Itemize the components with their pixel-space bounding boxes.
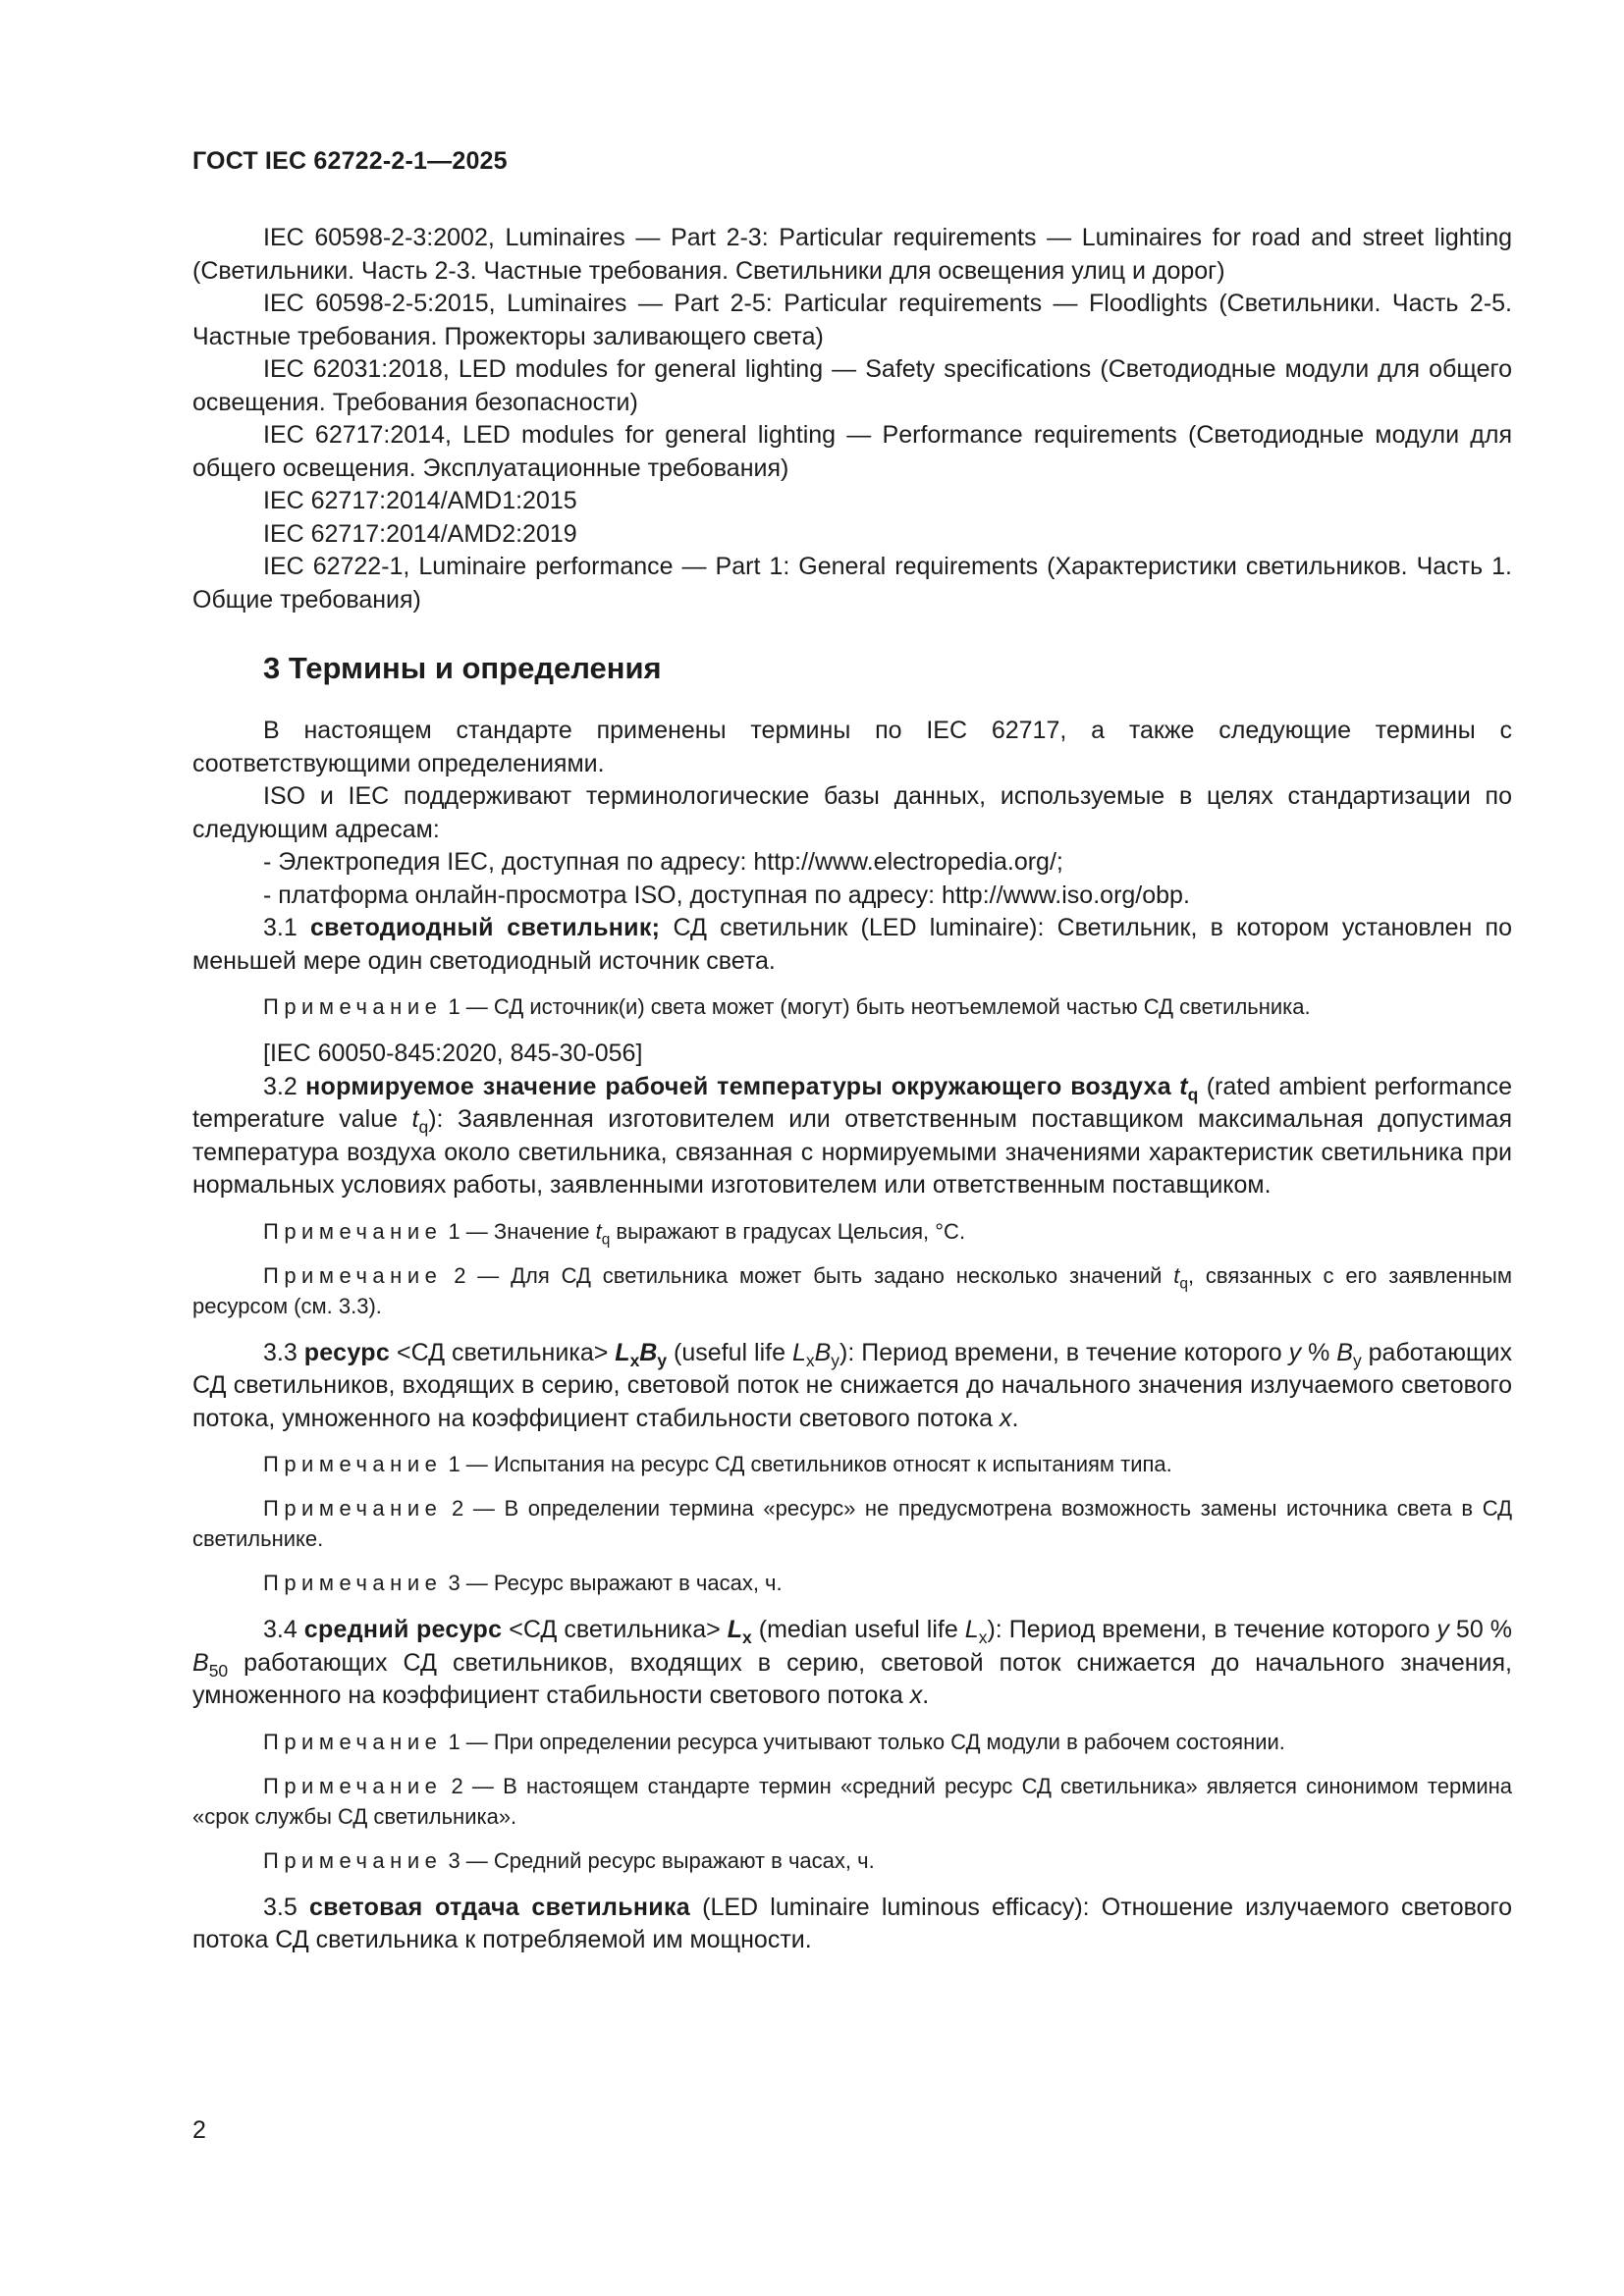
note-text: 1 — При определении ресурса учитывают только СД модули в рабочем состоянии. xyxy=(442,1729,1285,1754)
term-number: 3.5 xyxy=(263,1893,298,1921)
reference-item: IEC 62722-1, Luminaire performance — Part 1: General requirements (Характеристики светильников. Часть 1. Общие требования) xyxy=(192,553,1512,614)
symbol: $L_xB_y$ xyxy=(615,1338,668,1370)
reference-item: IEC 62717:2014/AMD2:2019 xyxy=(263,519,577,548)
symbol: B xyxy=(192,1648,209,1677)
term-title: светодиодный светильник; xyxy=(309,914,661,941)
symbol: y xyxy=(1436,1616,1449,1643)
note-prefix: Примечание xyxy=(263,1729,443,1754)
term-number: 3.1 xyxy=(263,914,298,941)
term-definition: работающих СД светильников, входящих в серию, световой поток снижается до начального значения, умноженного на коэффициент стабильности светового потока xyxy=(192,1648,1512,1709)
term-3-5 xyxy=(192,1892,1512,1957)
term-definition: (LED luminaire luminous efficacy): Отношение излучаемого светового потока СД светильника к потребляемой им мощности. xyxy=(192,1893,1512,1953)
note-text: 3 — Средний ресурс выражают в часах, ч. xyxy=(442,1847,875,1873)
note xyxy=(192,1771,1512,1832)
note-prefix: Примечание xyxy=(263,1773,443,1798)
term-definition: % xyxy=(1301,1338,1337,1366)
symbol-subscript: x xyxy=(978,1628,988,1648)
term-source: [IEC 60050-845:2020, 845-30-056] xyxy=(263,1040,643,1067)
term-definition: . xyxy=(922,1682,930,1709)
symbol: t xyxy=(411,1105,419,1133)
term-3-4 xyxy=(192,1614,1512,1713)
reference-item: IEC 62031:2018, LED modules for general lighting — Safety specifications (Светодиодные модули для общего освещения. Требования безопасности) xyxy=(192,355,1512,416)
term-context: <СД светильника> xyxy=(390,1338,616,1366)
symbol-subscript: y xyxy=(831,1350,840,1370)
reference-item: IEC 62717:2014, LED modules for general lighting — Performance requirements (Светодиодные модули для общего освещения. Эксплуатационные требования) xyxy=(192,421,1512,482)
page-number: 2 xyxy=(192,2116,206,2144)
list-item: - платформа онлайн-просмотра ISO, доступная по адресу: http://www.iso.org/obp. xyxy=(263,881,1190,909)
term-3-1 xyxy=(192,912,1512,978)
term-definition: . xyxy=(1011,1404,1019,1432)
section-heading: 3 Термины и определения xyxy=(263,651,662,685)
term-3-2 xyxy=(192,1071,1512,1202)
symbol: L xyxy=(964,1616,979,1643)
term-definition: ): Период времени, в течение которого xyxy=(839,1338,1289,1366)
note-prefix: Примечание xyxy=(263,1847,443,1873)
term-en: (useful life xyxy=(667,1338,792,1366)
section-intro: В настоящем стандарте применены термины по IEC 62717, а также следующие термины с соответствующими определениями. xyxy=(192,717,1512,777)
note-text: 1 — Значение xyxy=(442,1218,596,1244)
note-text: , связанных с его заявленным ресурсом (см. 3.3). xyxy=(192,1262,1512,1318)
term-definition: работающих СД светильников, входящих в серию, световой поток не снижается до начального значения излучаемого светового потока, умноженного на коэффициент стабильности светового потока xyxy=(192,1338,1512,1432)
note-prefix: Примечание xyxy=(263,1571,443,1595)
term-definition: ): Заявленная изготовителем или ответственным поставщиком максимальная допустимая температура воздуха около светильника, связанная с нормируемыми значениями характеристик светильника при нормальных условиях работы, заявленными изготовителем или ответственным поставщиком. xyxy=(192,1105,1512,1199)
note xyxy=(192,1260,1512,1321)
reference-item: IEC 60598-2-5:2015, Luminaires — Part 2-5: Particular requirements — Floodlights (Светильники. Часть 2-5. Частные требования. Прожекторы заливающего света) xyxy=(192,290,1512,350)
symbol: y xyxy=(1288,1338,1302,1366)
note xyxy=(192,991,1512,1022)
note-prefix: Примечание xyxy=(263,1262,443,1288)
term-title: ресурс xyxy=(303,1338,391,1366)
symbol-subscript: q xyxy=(601,1230,611,1248)
note-prefix: Примечание xyxy=(263,994,443,1019)
symbol: x xyxy=(909,1682,923,1709)
term-en: (rated ambient performance temperature value xyxy=(192,1072,1513,1133)
note xyxy=(192,1845,1512,1876)
note-prefix: Примечание xyxy=(263,1496,443,1521)
term-definition: 50 % xyxy=(1448,1616,1512,1643)
note-prefix: Примечание xyxy=(263,1218,443,1244)
symbol: B xyxy=(1336,1338,1353,1366)
reference-item: IEC 62717:2014/AMD1:2015 xyxy=(263,487,577,514)
note-text: 2 — В настоящем стандарте термин «средний ресурс СД светильника» является синонимом термина «срок службы СД светильника». xyxy=(192,1773,1512,1829)
note-text: выражают в градусах Цельсия, °С. xyxy=(610,1218,966,1244)
term-number: 3.4 xyxy=(263,1616,298,1643)
note-prefix: Примечание xyxy=(263,1452,443,1476)
section-intro: ISO и IEC поддерживают терминологические базы данных, используемые в целях стандартизации по следующим адресам: xyxy=(192,782,1512,843)
symbol: B xyxy=(814,1338,832,1366)
term-title: световая отдача светильника xyxy=(308,1893,690,1921)
reference-item: IEC 60598-2-3:2002, Luminaires — Part 2-3: Particular requirements — Luminaires for road and street lighting (Светильники. Часть 2-3. Частные требования. Светильники для освещения улиц и дорог) xyxy=(192,224,1512,285)
term-definition: СД светильник (LED luminaire): Светильник, в котором установлен по меньшей мере один светодиодный источник света. xyxy=(192,914,1512,975)
note-text: 3 — Ресурс выражают в часах, ч. xyxy=(442,1571,783,1595)
note-text: 2 — В определении термина «ресурс» не предусмотрена возможность замены источника света в СД светильнике. xyxy=(192,1496,1512,1551)
symbol-subscript: q xyxy=(418,1117,429,1138)
symbol: L xyxy=(791,1338,806,1366)
term-title: нормируемое значение рабочей температуры окружающего воздуха xyxy=(305,1072,1171,1100)
note-text: 1 — СД источник(и) света может (могут) быть неотъемлемой частью СД светильника. xyxy=(442,994,1311,1019)
term-definition: ): Период времени, в течение которого xyxy=(987,1616,1437,1643)
term-en: (median useful life xyxy=(751,1616,965,1643)
term-number: 3.2 xyxy=(263,1072,298,1100)
term-title: средний ресурс xyxy=(303,1616,503,1643)
note xyxy=(192,1216,1512,1247)
symbol-subscript: q xyxy=(1179,1274,1188,1292)
symbol: $L_x$ xyxy=(727,1616,752,1648)
note-text: 2 — Для СД светильника может быть задано несколько значений xyxy=(442,1262,1174,1288)
note xyxy=(192,1449,1512,1479)
document-header: ГОСТ IEC 62722-2-1—2025 xyxy=(192,147,508,175)
list-item: - Электропедия IEC, доступная по адресу: http://www.electropedia.org/; xyxy=(263,848,1063,876)
document-body xyxy=(192,222,1512,1957)
symbol: t xyxy=(1173,1262,1180,1288)
term-number: 3.3 xyxy=(263,1338,298,1366)
note xyxy=(192,1568,1512,1598)
note xyxy=(192,1493,1512,1554)
symbol-subscript: 50 xyxy=(208,1660,229,1681)
note-text: 1 — Испытания на ресурс СД светильников относят к испытаниям типа. xyxy=(442,1452,1172,1476)
symbol: x xyxy=(1000,1404,1012,1432)
symbol-subscript: y xyxy=(1352,1350,1362,1370)
symbol: $t_q$ xyxy=(1179,1072,1199,1104)
normative-references xyxy=(192,222,1512,616)
term-context: <СД светильника> xyxy=(502,1616,728,1643)
note xyxy=(192,1727,1512,1757)
symbol-subscript: x xyxy=(805,1350,815,1370)
term-3-3 xyxy=(192,1337,1512,1436)
symbol: t xyxy=(595,1218,602,1244)
